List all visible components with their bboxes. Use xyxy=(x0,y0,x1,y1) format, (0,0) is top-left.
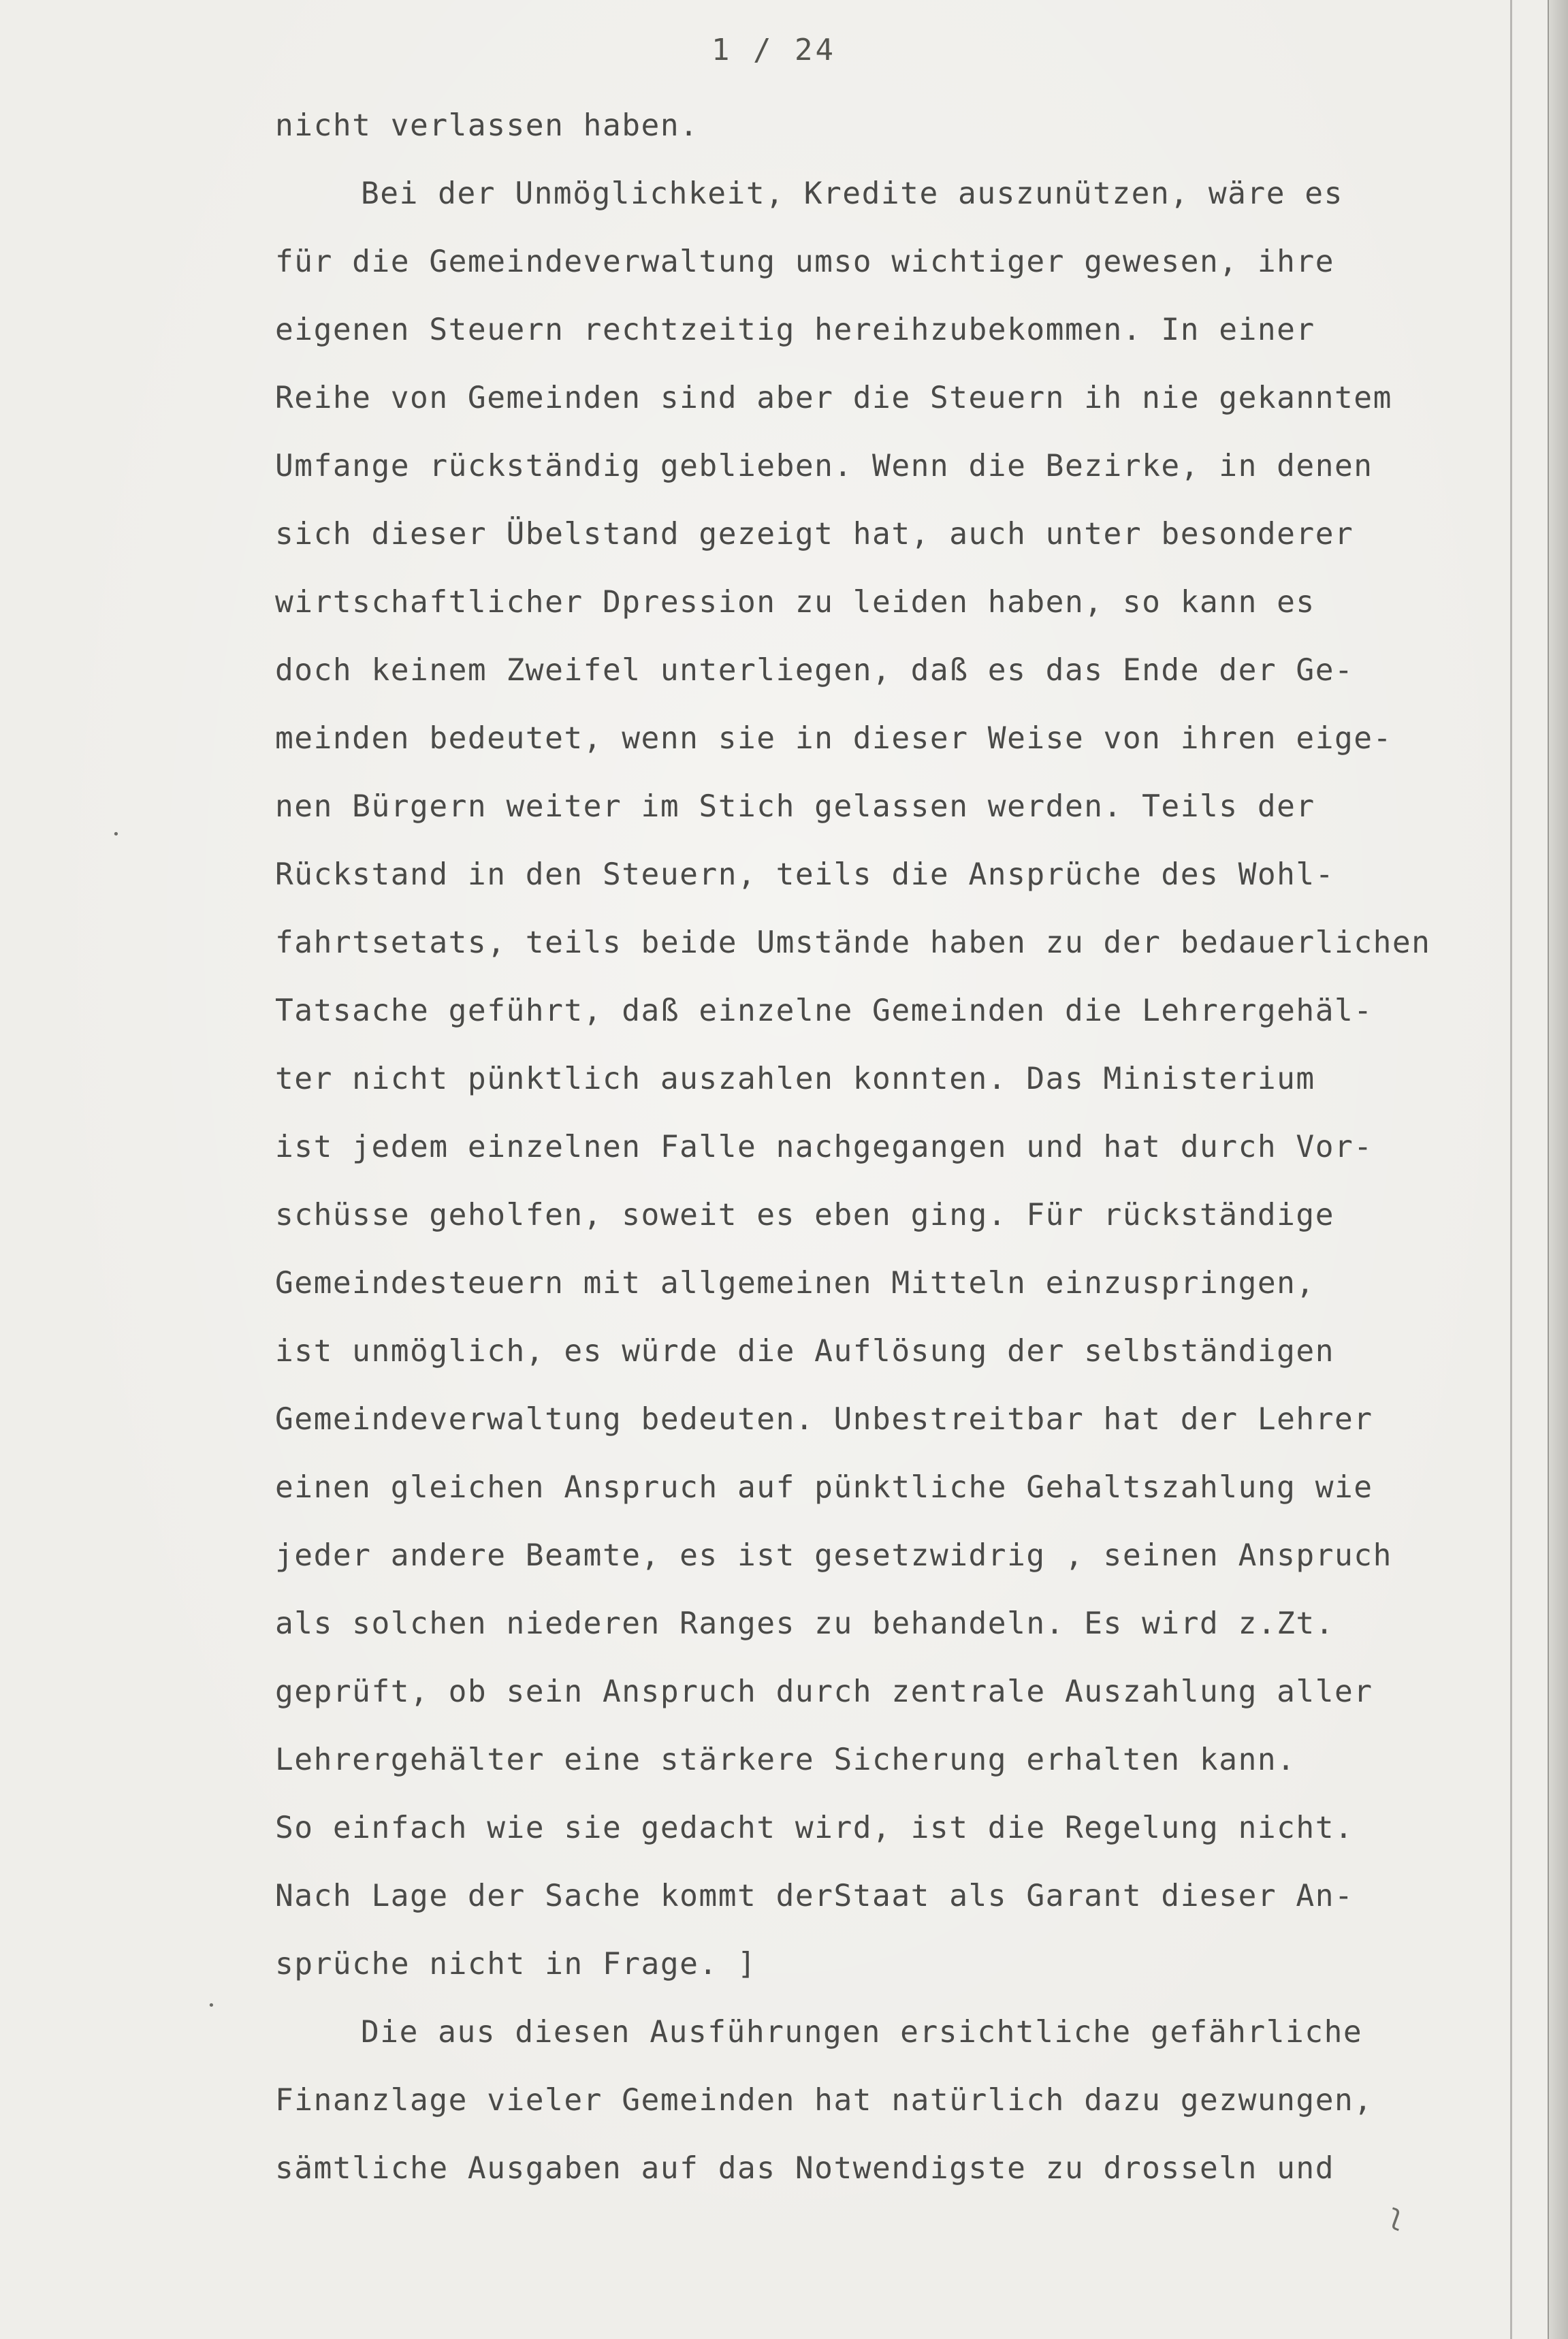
paper-speck-icon: • xyxy=(112,827,120,842)
page-right-edge xyxy=(1548,0,1568,2339)
text-line: ist jedem einzelnen Falle nachgegangen und hat durch Vor- xyxy=(275,1130,1373,1164)
text-line: sprüche nicht in Frage. ] xyxy=(275,1947,757,1982)
text-line: nicht verlassen haben. xyxy=(275,108,699,143)
pen-mark-icon: ʅ xyxy=(1383,2197,1411,2233)
page-edge-shadow xyxy=(1510,0,1512,2339)
text-line: Nach Lage der Sache kommt derStaat als Garant dieser An- xyxy=(275,1879,1354,1913)
text-line: ist unmöglich, es würde die Auflösung der selbständigen xyxy=(275,1334,1335,1369)
text-line: einen gleichen Anspruch auf pünktliche Gehaltszahlung wie xyxy=(275,1470,1373,1505)
text-line: Rückstand in den Steuern, teils die Ansprüche des Wohl- xyxy=(275,857,1335,892)
text-line: ter nicht pünktlich auszahlen konnten. Das Ministerium xyxy=(275,1062,1315,1096)
text-line: für die Gemeindeverwaltung umso wichtiger gewesen, ihre xyxy=(275,244,1335,279)
text-line: Gemeindeverwaltung bedeuten. Unbestreitbar hat der Lehrer xyxy=(275,1402,1373,1437)
text-line: So einfach wie sie gedacht wird, ist die Regelung nicht. xyxy=(275,1811,1354,1845)
text-line: als solchen niederen Ranges zu behandeln. Es wird z.Zt. xyxy=(275,1606,1335,1641)
text-line: Lehrergehälter eine stärkere Sicherung erhalten kann. xyxy=(275,1743,1296,1777)
text-line: eigenen Steuern rechtzeitig hereihzubekommen. In einer xyxy=(275,313,1315,347)
typed-text-body xyxy=(275,106,1501,2216)
text-line: schüsse geholfen, soweit es eben ging. Für rückständige xyxy=(275,1198,1335,1232)
text-line: wirtschaftlicher Dpression zu leiden haben, so kann es xyxy=(275,585,1315,620)
text-line: sämtliche Ausgaben auf das Notwendigste zu drosseln und xyxy=(275,2151,1335,2186)
text-line: nen Bürgern weiter im Stich gelassen werden. Teils der xyxy=(275,789,1315,824)
text-line: doch keinem Zweifel unterliegen, daß es das Ende der Ge- xyxy=(275,653,1354,688)
text-line: sich dieser Übelstand gezeigt hat, auch unter besonderer xyxy=(275,517,1354,552)
text-line: meinden bedeutet, wenn sie in dieser Weise von ihren eige- xyxy=(275,721,1392,756)
paper-speck-icon: • xyxy=(208,1999,215,2013)
text-line: geprüft, ob sein Anspruch durch zentrale Auszahlung aller xyxy=(275,1674,1373,1709)
text-line: Finanzlage vieler Gemeinden hat natürlich dazu gezwungen, xyxy=(275,2083,1373,2118)
text-line: jeder andere Beamte, es ist gesetzwidrig , seinen Anspruch xyxy=(275,1538,1392,1573)
text-line: Tatsache geführt, daß einzelne Gemeinden die Lehrergehäl- xyxy=(275,993,1373,1028)
text-line: Gemeindesteuern mit allgemeinen Mitteln einzuspringen, xyxy=(275,1266,1315,1301)
text-line: Reihe von Gemeinden sind aber die Steuern ih nie gekanntem xyxy=(275,381,1392,415)
page-number: 1 / 24 xyxy=(711,33,836,67)
text-line: Umfange rückständig geblieben. Wenn die Bezirke, in denen xyxy=(275,449,1373,483)
text-line: Bei der Unmöglichkeit, Kredite auszunützen, wäre es xyxy=(361,176,1343,211)
text-line: Die aus diesen Ausführungen ersichtliche gefährliche xyxy=(361,2015,1363,2050)
text-line: fahrtsetats, teils beide Umstände haben zu der bedauerlichen xyxy=(275,925,1431,960)
